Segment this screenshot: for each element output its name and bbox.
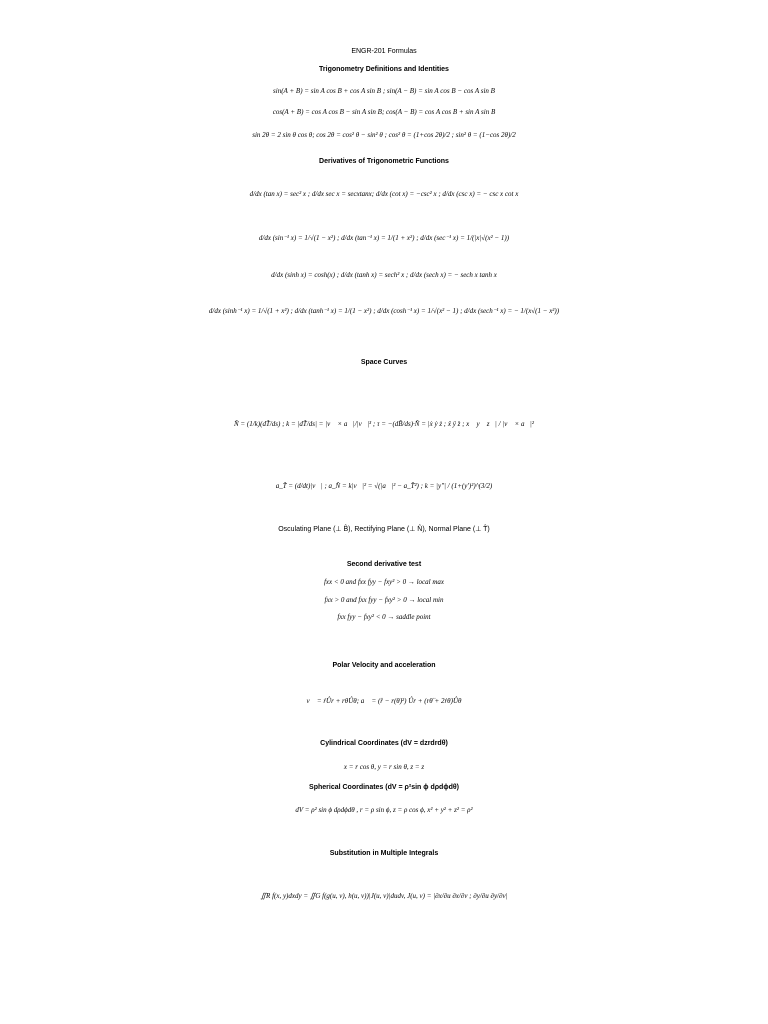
spherical-line-1: dV = ρ² sin ϕ dρdϕdθ , r = ρ sin ϕ, z = ρ cos ϕ, x² + y² + z² = ρ² <box>295 806 473 814</box>
space-curves-planes: Osculating Plane (⊥ B̂), Rectifying Plane (⊥ N̂), Normal Plane (⊥ T̂) <box>278 526 490 533</box>
spherical-heading: Spherical Coordinates (dV = ρ²sin ϕ dρdϕdθ) <box>309 784 459 791</box>
trig-line-3: sin 2θ = 2 sin θ cos θ; cos 2θ = cos² θ − sin² θ ; cos² θ = (1+cos 2θ)/2 ; sin² θ = (1−cos 2θ)/2 <box>252 131 516 139</box>
trig-line-2: cos(A + B) = cos A cos B − sin A sin B; cos(A − B) = cos A cos B + sin A sin B <box>272 108 496 116</box>
second-derivative-line-3: fxx fyy − fxy² < 0 → saddle point <box>337 613 431 621</box>
space-curves-line-2: a_T̂ = (d/dt)|v⃗| ; a_N̂ = k|v⃗|² = √(|a⃗|² − a_T̂²) ; k = |y″| / (1+(y′)²)^(3/2) <box>275 482 493 490</box>
page-title: ENGR-201 Formulas <box>351 48 417 55</box>
polar-line-1: v⃗ = ṙÛr + rθ̇Ûθ; a⃗ = (r̈ − r(θ̇)²) Ûr + (rθ̈ + 2ṙθ̇)Ûθ <box>306 697 462 705</box>
derivatives-line-1: d/dx (tan x) = sec² x ; d/dx sec x = secxtanx; d/dx (cot x) = −csc² x ; d/dx (csc x) = − csc x cot x <box>249 190 519 198</box>
trig-line-1: sin(A + B) = sin A cos B + cos A sin B ; sin(A − B) = sin A cos B − cos A sin B <box>273 87 495 95</box>
trig-heading: Trigonometry Definitions and Identities <box>319 66 449 73</box>
polar-heading: Polar Velocity and acceleration <box>332 662 436 669</box>
derivatives-line-2: d/dx (sin⁻¹ x) = 1/√(1 − x²) ; d/dx (tan⁻¹ x) = 1/(1 + x²) ; d/dx (sec⁻¹ x) = 1/(|x|√(x² − 1)) <box>258 234 510 242</box>
cylindrical-heading: Cylindrical Coordinates (dV = dzrdrdθ) <box>320 740 448 747</box>
second-derivative-line-2: fxx > 0 and fxx fyy − fxy² > 0 → local min <box>324 596 444 604</box>
derivatives-line-4: d/dx (sinh⁻¹ x) = 1/√(1 + x²) ; d/dx (tanh⁻¹ x) = 1/(1 − x²) ; d/dx (cosh⁻¹ x) = 1/√(x² − 1) ; d/dx (sech⁻¹ x) = − 1/(x√(1 − x²)) <box>208 307 560 315</box>
derivatives-line-3: d/dx (sinh x) = cosh(x) ; d/dx (tanh x) = sech² x ; d/dx (sech x) = − sech x tanh x <box>271 271 497 279</box>
cylindrical-line-1: x = r cos θ, y = r sin θ, z = z <box>343 763 425 771</box>
substitution-heading: Substitution in Multiple Integrals <box>329 850 439 857</box>
space-curves-heading: Space Curves <box>360 359 408 366</box>
substitution-line-1: ∬R f(x, y)dxdy = ∬G f(g(u, v), h(u, v))|J(u, v)|dudv, J(u, v) = |∂x/∂u ∂x/∂v ; ∂y/∂u ∂y/∂v| <box>260 892 508 900</box>
second-derivative-heading: Second derivative test <box>346 561 422 568</box>
derivatives-heading: Derivatives of Trigonometric Functions <box>319 158 449 165</box>
space-curves-line-1: N̂ = (1/k)(dT̂/ds) ; k = |dT̂/ds| = |v⃗ × a⃗|/|v⃗|³ ; τ = −(dB̂/ds)·N̂ = |ẋ ẏ ż ; ẍ ÿ z̈ ; x⃛ y⃛ z⃛| / |v⃗ × a⃗|² <box>234 420 534 428</box>
second-derivative-line-1: fxx < 0 and fxx fyy − fxy² > 0 → local max <box>323 578 445 586</box>
